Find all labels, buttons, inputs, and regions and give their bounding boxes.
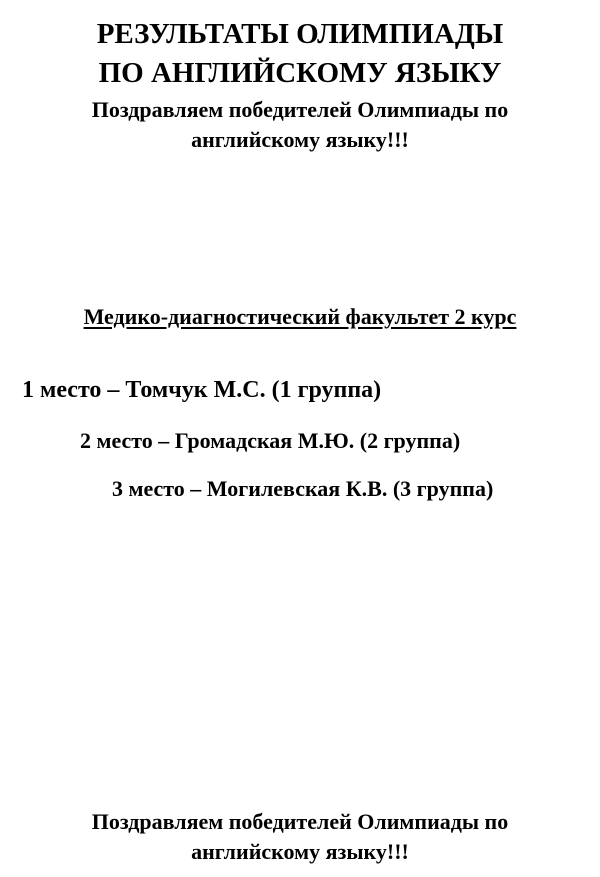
congratulations-line-1: Поздравляем победителей Олимпиады по bbox=[91, 97, 509, 122]
congratulations-line-2: английскому языку!!! bbox=[191, 127, 409, 152]
second-place-result: 2 место – Громадская М.Ю. (2 группа) bbox=[80, 428, 461, 453]
footer-congratulations-line-2: английскому языку!!! bbox=[191, 839, 409, 864]
page-title-line-2: ПО АНГЛИЙСКОМУ ЯЗЫКУ bbox=[98, 57, 502, 89]
third-place-result: 3 место – Могилевская К.В. (3 группа) bbox=[112, 476, 494, 501]
faculty-heading: Медико-диагностический факультет 2 курс bbox=[83, 304, 517, 329]
footer-congratulations-line-1: Поздравляем победителей Олимпиады по bbox=[91, 809, 509, 834]
first-place-result: 1 место – Томчук М.С. (1 группа) bbox=[22, 377, 382, 403]
page-title-line-1: РЕЗУЛЬТАТЫ ОЛИМПИАДЫ bbox=[96, 18, 504, 50]
